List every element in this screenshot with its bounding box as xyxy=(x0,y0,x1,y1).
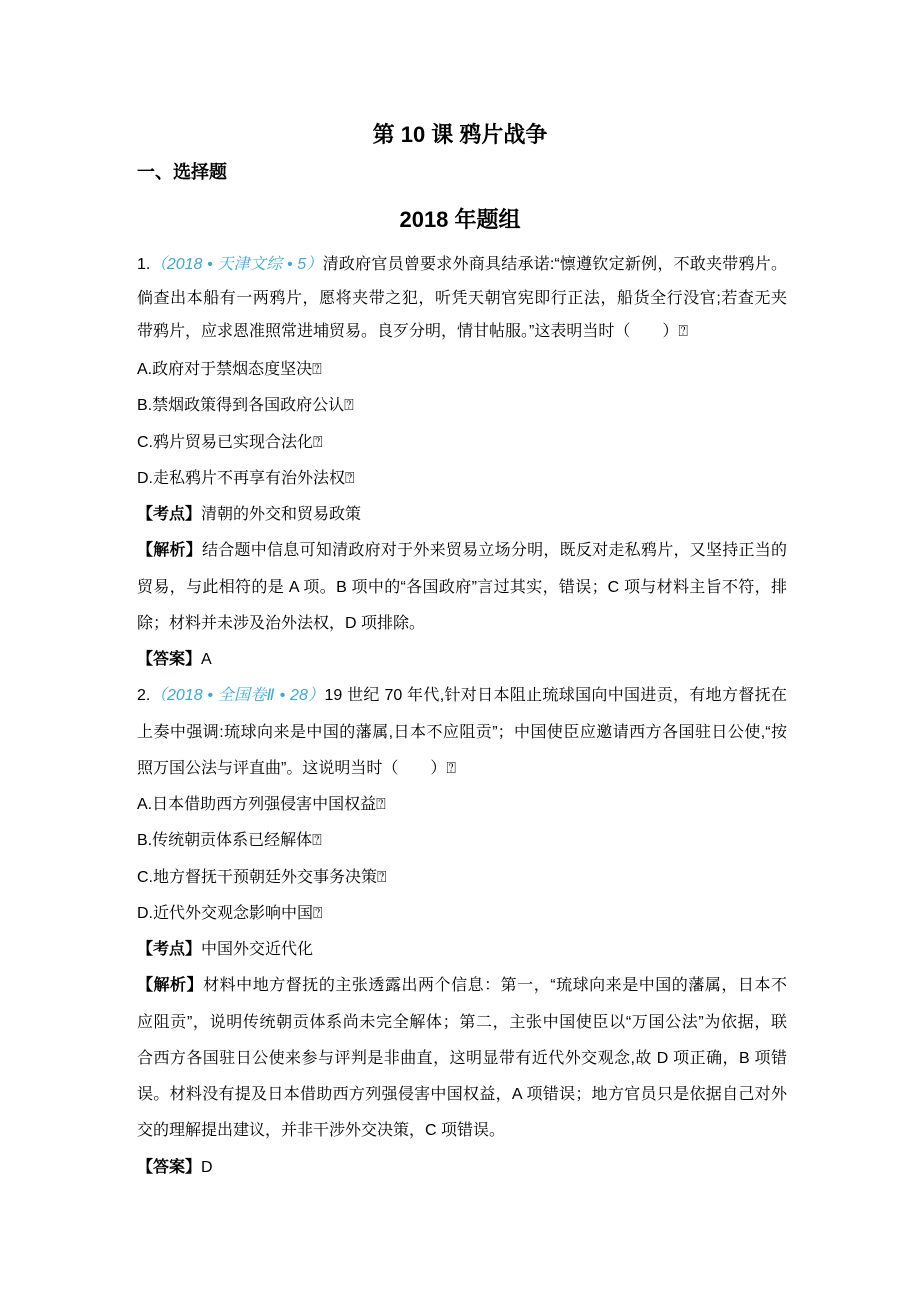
question-source: （2018 • 全国卷Ⅱ • 28） xyxy=(150,687,325,705)
jiexi-text: 贸易，与此相符的是 A 项。B 项中的“各国政府”言过其实，错误；C 项与材料主旨不符，排 xyxy=(137,578,787,596)
stem-text: 带鸦片，应求恩准照常进埔贸易。良歹分明，情甘帖服。”这表明当时（ ）⍰ xyxy=(137,323,688,340)
question-stem xyxy=(137,678,787,787)
section-title: 一、选择题 xyxy=(137,162,227,182)
jiexi-line xyxy=(137,1077,787,1113)
question-body xyxy=(137,787,787,1186)
option-d: D.近代外交观念影响中国⍰ xyxy=(137,904,323,922)
jiexi-label: 【解析】 xyxy=(137,977,204,995)
jiexi-text: 合西方各国驻日公使来参与评判是非曲直，这明显带有近代外交观念,故 D 项正确，B 项错 xyxy=(137,1049,787,1067)
answer xyxy=(137,642,787,678)
jiexi-text: 材料中地方督抚的主张透露出两个信息：第一，“琉球向来是中国的藩属，日本不 xyxy=(203,977,787,995)
option-a: A.日本借助西方列强侵害中国权益⍰ xyxy=(137,796,386,813)
answer-value: D xyxy=(201,1158,213,1176)
jiexi-text: 结合题中信息可知清政府对于外来贸易立场分明，既反对走私鸦片，又坚持正当的 xyxy=(202,542,787,560)
jiexi-label: 【解析】 xyxy=(137,542,203,560)
question-stem xyxy=(137,248,787,349)
jiexi-text: 应阻贡”，说明传统朝贡体系尚未完全解体；第二，主张中国使臣以“万国公法”为依据，联 xyxy=(137,1013,787,1031)
question-1 xyxy=(137,248,787,678)
stem-line xyxy=(137,678,787,714)
stem-text: 照万国公法与评直曲”。这说明当时（ ）⍰ xyxy=(137,759,456,777)
answer xyxy=(137,1150,787,1186)
kaodian xyxy=(137,497,787,533)
lesson-title: 第 10 课 鸦片战争 xyxy=(372,122,548,147)
jiexi-text: 除；材料并未涉及治外法权，D 项排除。 xyxy=(137,614,426,632)
jiexi-line xyxy=(137,533,787,569)
kaodian xyxy=(137,932,787,968)
question-source: （2018 • 天津文综 • 5） xyxy=(150,256,323,273)
stem-line xyxy=(137,715,787,751)
kaodian-text: 中国外交近代化 xyxy=(201,941,314,958)
stem-line xyxy=(137,248,787,282)
jiexi-line xyxy=(137,1113,787,1149)
option-c: C.鸦片贸易已实现合法化⍰ xyxy=(137,433,323,451)
answer-label: 【答案】 xyxy=(137,651,202,668)
kaodian-label: 【考点】 xyxy=(137,941,202,958)
stem-text: 清政府官员曾要求外商具结承诺:“懔遵钦定新例，不敢夹带鸦片。 xyxy=(322,256,787,273)
question-number: 2. xyxy=(137,687,151,705)
option-c: C.地方督抚干预朝廷外交事务决策⍰ xyxy=(137,868,387,886)
option-b: B.传统朝贡体系已经解体⍰ xyxy=(137,832,322,850)
stem-text: 19 世纪 70 年代,针对日本阻止琉球国向中国进贡，有地方督抚在 xyxy=(324,687,787,705)
group-title: 2018 年题组 xyxy=(399,207,521,232)
jiexi-line xyxy=(137,968,787,1004)
stem-line xyxy=(137,315,787,349)
question-body xyxy=(137,352,787,678)
kaodian-label: 【考点】 xyxy=(137,506,202,523)
kaodian-text: 清朝的外交和贸易政策 xyxy=(201,506,362,523)
answer-label: 【答案】 xyxy=(137,1158,202,1176)
stem-line xyxy=(137,282,787,316)
question-list xyxy=(137,248,787,1186)
jiexi-line xyxy=(137,570,787,606)
jiexi-text: 误。材料没有提及日本借助西方列强侵害中国权益，A 项错误；地方官员只是依据自己对外 xyxy=(137,1086,787,1103)
question-number: 1. xyxy=(137,256,151,273)
option-d: D.走私鸦片不再享有治外法权⍰ xyxy=(137,469,355,487)
jiexi-line xyxy=(137,606,787,642)
stem-text: 倘查出本船有一两鸦片，愿将夹带之犯，听凭天朝官宪即行正法，船货全行没官;若查无夹 xyxy=(137,289,787,307)
stem-text: 上奏中强调:琉球向来是中国的藩属,日本不应阻贡”；中国使臣应邀请西方各国驻日公使,“按 xyxy=(137,723,787,741)
answer-value: A xyxy=(201,651,212,668)
option-a: A.政府对于禁烟态度坚决⍰ xyxy=(137,361,322,378)
option-b: B.禁烟政策得到各国政府公认⍰ xyxy=(137,397,354,415)
stem-line xyxy=(137,751,787,787)
jiexi-text: 交的理解提出建议，并非干涉外交决策，C 项错误。 xyxy=(137,1122,506,1140)
jiexi-line xyxy=(137,1041,787,1077)
jiexi-line xyxy=(137,1005,787,1041)
question-2 xyxy=(137,678,787,1186)
